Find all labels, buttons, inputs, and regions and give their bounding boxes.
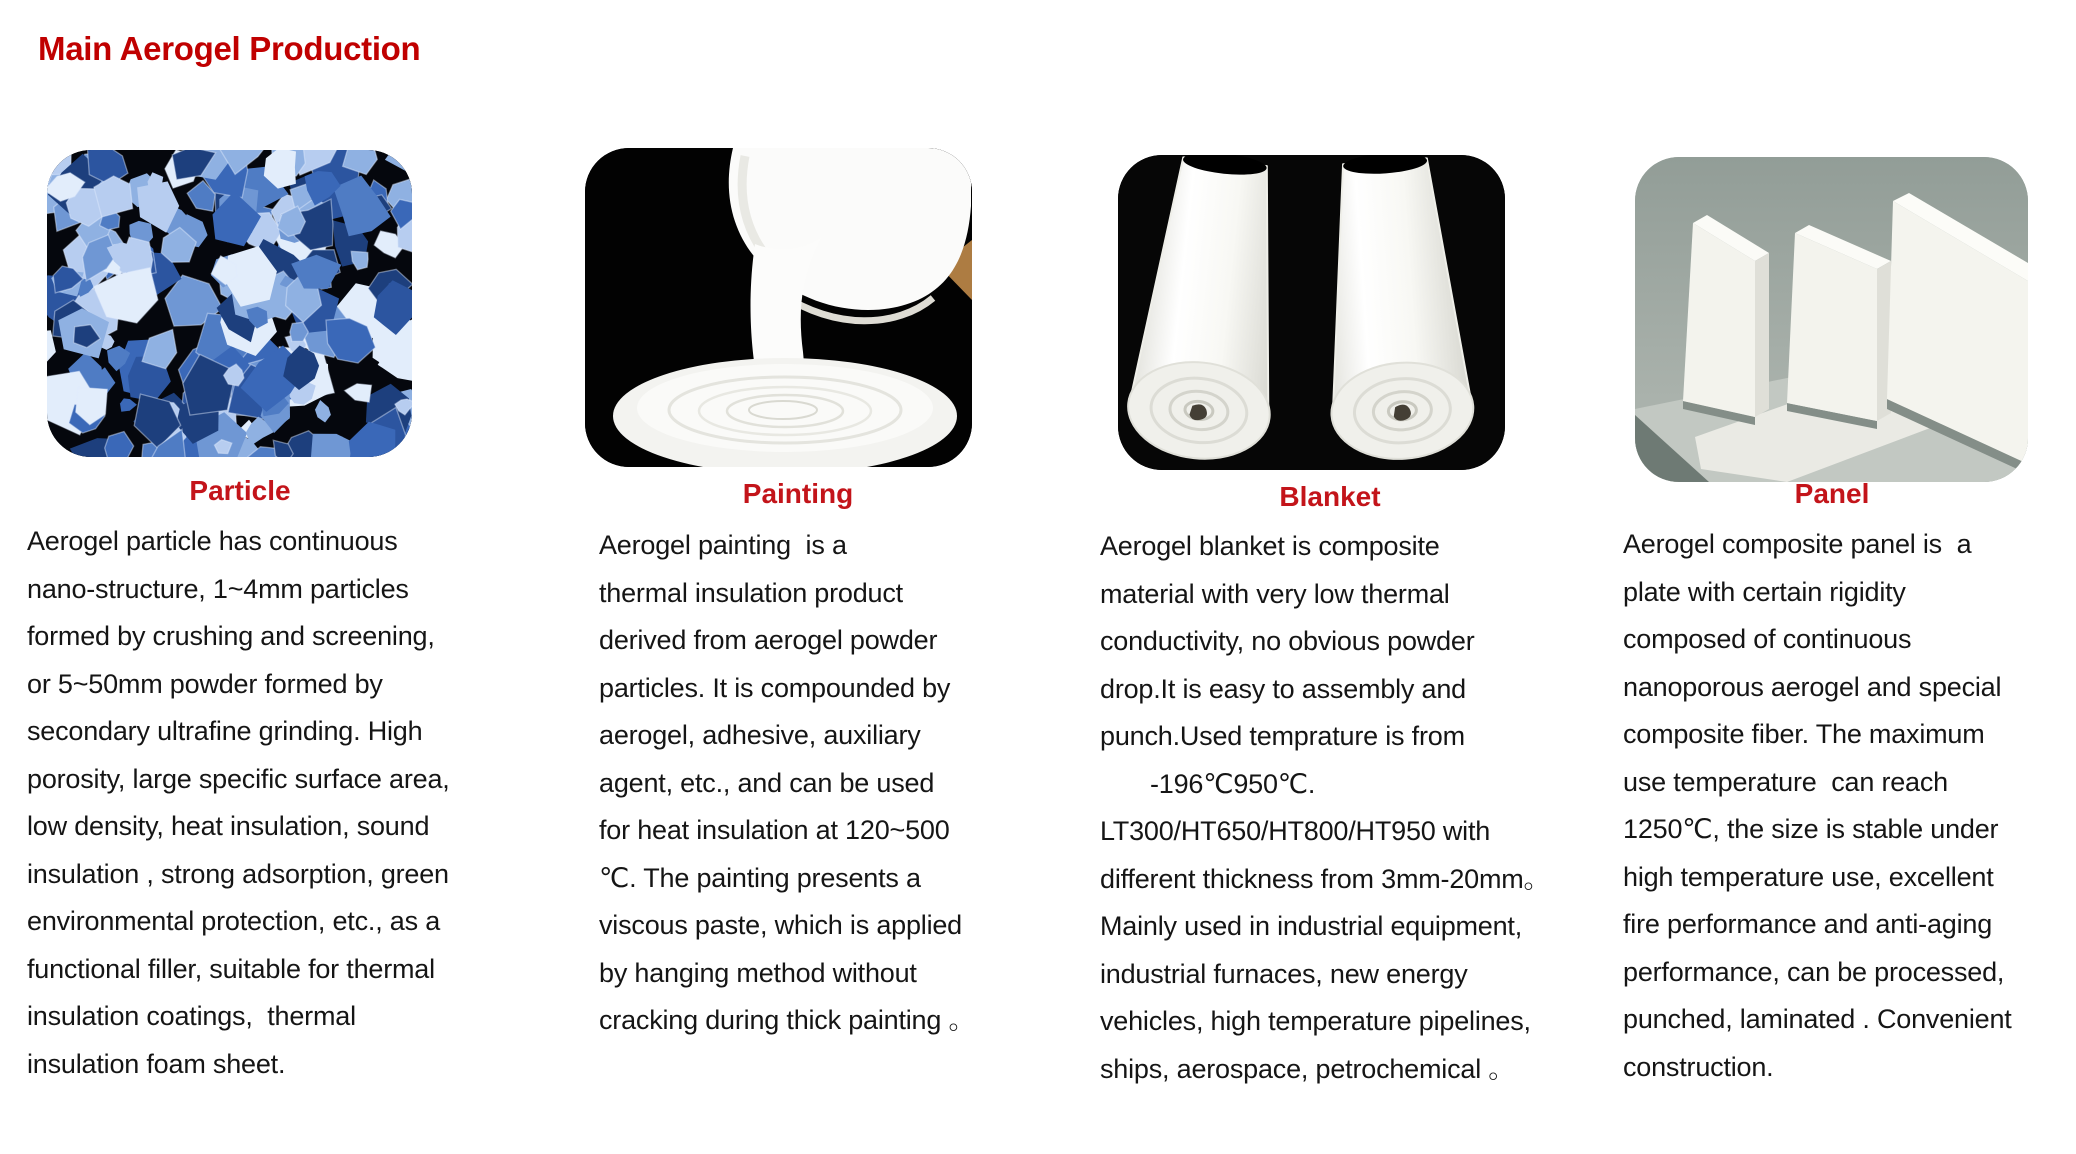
page-title: Main Aerogel Production	[38, 30, 421, 67]
text-line: for heat insulation at 120~500	[599, 815, 950, 845]
text-line: conductivity, no obvious powder	[1100, 626, 1475, 656]
blanket-rolls-illustration	[1118, 155, 1505, 470]
text-line: formed by crushing and screening,	[27, 621, 435, 651]
text-line: ℃. The painting presents a	[599, 862, 921, 893]
product-description-painting	[599, 522, 975, 1045]
text-line: composite fiber. The maximum	[1623, 719, 1985, 749]
text-line: 1250℃, the size is stable under	[1623, 814, 1999, 844]
blanket-image	[1118, 155, 1505, 470]
text-line: low density, heat insulation, sound	[27, 811, 430, 841]
product-heading-blanket: Blanket	[1279, 481, 1381, 512]
text-line: Aerogel particle has continuous	[27, 526, 398, 556]
text-line: by hanging method without	[599, 957, 917, 988]
text-line: Aerogel blanket is composite	[1100, 531, 1440, 561]
product-column-particle	[24, 0, 524, 1154]
painting-image	[585, 148, 972, 467]
text-line: use temperature can reach	[1623, 766, 1948, 797]
text-line: vehicles, high temperature pipelines,	[1100, 1006, 1531, 1036]
particle-image	[47, 150, 412, 457]
text-line: material with very low thermal	[1100, 578, 1450, 609]
paint-pouring-illustration	[585, 148, 972, 467]
text-line: ships, aerospace, petrochemical 。	[1100, 1053, 1516, 1084]
text-line: nano-structure, 1~4mm particles	[27, 573, 409, 604]
text-line: or 5~50mm powder formed by	[27, 668, 383, 699]
text-line: Mainly used in industrial equipment,	[1100, 911, 1523, 941]
panel-board-left	[1683, 215, 1769, 425]
text-line: LT300/HT650/HT800/HT950 with	[1100, 816, 1491, 846]
text-line: cracking during thick painting 。	[599, 1005, 976, 1035]
text-line: punched, laminated . Convenient	[1623, 1004, 2012, 1034]
text-line: punch.Used temprature is from	[1100, 721, 1465, 751]
product-heading-particle: Particle	[189, 475, 291, 506]
text-line: fire performance and anti-aging	[1623, 909, 1993, 939]
text-line: insulation foam sheet.	[27, 1048, 286, 1079]
text-line: derived from aerogel powder	[599, 625, 938, 655]
product-column-painting	[560, 0, 1060, 1154]
text-line: performance, can be processed,	[1623, 956, 2005, 987]
text-line: composed of continuous	[1623, 624, 1912, 654]
text-line: porosity, large specific surface area,	[27, 763, 450, 794]
text-line: -196℃950℃.	[1150, 768, 1316, 799]
aerogel-particles-illustration	[47, 150, 412, 457]
text-line: insulation coatings, thermal	[27, 1001, 356, 1031]
text-line: viscous paste, which is applied	[599, 910, 962, 940]
text-line: plate with certain rigidity	[1623, 576, 1906, 607]
text-line: Aerogel painting is a	[599, 530, 847, 560]
panel-image	[1635, 157, 2028, 482]
product-heading-panel: Panel	[1794, 478, 1870, 509]
product-column-panel	[1608, 0, 2076, 1154]
text-line: nanoporous aerogel and special	[1623, 671, 2002, 702]
text-line: construction.	[1623, 1051, 1774, 1082]
text-line: secondary ultrafine grinding. High	[27, 716, 423, 746]
text-line: agent, etc., and can be used	[599, 767, 935, 798]
text-line: environmental protection, etc., as a	[27, 906, 441, 936]
text-line: industrial furnaces, new energy	[1100, 958, 1468, 989]
text-line: Aerogel composite panel is a	[1623, 529, 1972, 559]
panel-board-middle	[1787, 225, 1891, 429]
text-line: drop.It is easy to assembly and	[1100, 673, 1466, 704]
text-line: high temperature use, excellent	[1623, 861, 1994, 892]
text-line: functional filler, suitable for thermal	[27, 953, 435, 984]
product-column-blanket	[1080, 0, 1600, 1154]
product-description-blanket	[1100, 523, 1550, 1093]
product-heading-painting: Painting	[742, 478, 854, 509]
product-description-panel	[1623, 521, 2012, 1091]
panel-boards-illustration	[1635, 157, 2028, 482]
text-line: aerogel, adhesive, auxiliary	[599, 720, 921, 750]
product-description-particle	[27, 518, 450, 1088]
text-line: particles. It is compounded by	[599, 672, 951, 703]
text-line: thermal insulation product	[599, 577, 903, 608]
text-line: different thickness from 3mm-20mm。	[1100, 863, 1551, 894]
text-line: insulation , strong adsorption, green	[27, 858, 449, 889]
